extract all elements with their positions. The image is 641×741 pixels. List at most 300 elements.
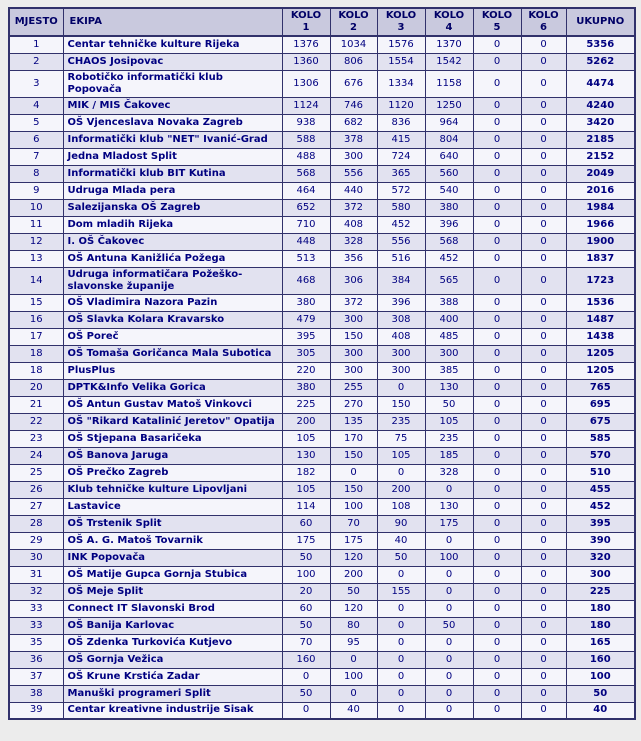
table-row [9,464,635,481]
round-2-score-cell: 0 [330,464,377,481]
rank-cell: 32 [9,583,63,600]
total-score-cell: 1966 [566,216,635,233]
round-5-score-cell: 0 [473,702,521,719]
round-1-score-cell: 1306 [282,70,330,97]
round-1-score-cell: 20 [282,583,330,600]
team-name-cell: Robotičko informatički klub Popovača [63,70,282,97]
team-name-cell: Lastavice [63,498,282,515]
rank-cell: 9 [9,182,63,199]
total-score-cell: 2049 [566,165,635,182]
table-row [9,549,635,566]
team-name-cell: OŠ Zdenka Turkovića Kutjevo [63,634,282,651]
total-score-cell: 510 [566,464,635,481]
column-header-kolo-5: KOLO 5 [473,8,521,36]
table-row [9,250,635,267]
table-row [9,515,635,532]
round-4-score-cell: 0 [425,651,473,668]
rank-cell: 37 [9,668,63,685]
team-name-cell: OŠ Antun Gustav Matoš Vinkovci [63,396,282,413]
column-header-kolo-2: KOLO 2 [330,8,377,36]
round-4-score-cell: 0 [425,532,473,549]
round-5-score-cell: 0 [473,549,521,566]
rank-cell: 13 [9,250,63,267]
round-4-score-cell: 0 [425,566,473,583]
table-row [9,233,635,250]
table-row [9,294,635,311]
round-6-score-cell: 0 [521,233,566,250]
total-score-cell: 165 [566,634,635,651]
team-name-cell: OŠ Poreč [63,328,282,345]
total-score-cell: 1205 [566,345,635,362]
round-4-score-cell: 540 [425,182,473,199]
team-name-cell: OŠ Vjenceslava Novaka Zagreb [63,114,282,131]
round-3-score-cell: 200 [377,481,425,498]
rank-cell: 14 [9,267,63,294]
round-3-score-cell: 415 [377,131,425,148]
round-6-score-cell: 0 [521,114,566,131]
team-name-cell: Dom mladih Rijeka [63,216,282,233]
round-5-score-cell: 0 [473,532,521,549]
round-4-score-cell: 50 [425,396,473,413]
total-score-cell: 1487 [566,311,635,328]
round-1-score-cell: 70 [282,634,330,651]
team-name-cell: Salezijanska OŠ Zagreb [63,199,282,216]
round-1-score-cell: 1124 [282,97,330,114]
table-row [9,617,635,634]
table-row [9,345,635,362]
round-4-score-cell: 0 [425,481,473,498]
rank-cell: 1 [9,36,63,53]
round-3-score-cell: 155 [377,583,425,600]
round-2-score-cell: 306 [330,267,377,294]
round-3-score-cell: 150 [377,396,425,413]
round-6-score-cell: 0 [521,70,566,97]
round-1-score-cell: 50 [282,549,330,566]
round-1-score-cell: 130 [282,447,330,464]
rank-cell: 15 [9,294,63,311]
column-header-ukupno: UKUPNO [566,8,635,36]
table-row [9,328,635,345]
rank-cell: 18 [9,362,63,379]
round-3-score-cell: 0 [377,617,425,634]
round-3-score-cell: 365 [377,165,425,182]
round-3-score-cell: 105 [377,447,425,464]
round-6-score-cell: 0 [521,634,566,651]
rank-cell: 6 [9,131,63,148]
table-row [9,600,635,617]
round-1-score-cell: 225 [282,396,330,413]
round-1-score-cell: 380 [282,294,330,311]
rank-cell: 26 [9,481,63,498]
round-5-score-cell: 0 [473,617,521,634]
total-score-cell: 675 [566,413,635,430]
round-3-score-cell: 836 [377,114,425,131]
round-4-score-cell: 640 [425,148,473,165]
round-2-score-cell: 440 [330,182,377,199]
round-6-score-cell: 0 [521,668,566,685]
round-5-score-cell: 0 [473,250,521,267]
team-name-cell: OŠ Prečko Zagreb [63,464,282,481]
round-5-score-cell: 0 [473,634,521,651]
round-4-score-cell: 0 [425,668,473,685]
round-5-score-cell: 0 [473,362,521,379]
team-name-cell: OŠ Trstenik Split [63,515,282,532]
round-2-score-cell: 70 [330,515,377,532]
round-5-score-cell: 0 [473,668,521,685]
team-name-cell: Udruga informatičara Požeško-slavonske županije [63,267,282,294]
total-score-cell: 180 [566,617,635,634]
round-5-score-cell: 0 [473,498,521,515]
round-3-score-cell: 0 [377,566,425,583]
rank-cell: 10 [9,199,63,216]
rank-cell: 11 [9,216,63,233]
round-2-score-cell: 676 [330,70,377,97]
round-6-score-cell: 0 [521,199,566,216]
round-5-score-cell: 0 [473,53,521,70]
round-2-score-cell: 200 [330,566,377,583]
total-score-cell: 1723 [566,267,635,294]
round-2-score-cell: 40 [330,702,377,719]
rank-cell: 25 [9,464,63,481]
rank-cell: 16 [9,311,63,328]
round-6-score-cell: 0 [521,267,566,294]
table-row [9,362,635,379]
round-5-score-cell: 0 [473,311,521,328]
round-5-score-cell: 0 [473,216,521,233]
round-2-score-cell: 95 [330,634,377,651]
round-2-score-cell: 328 [330,233,377,250]
round-4-score-cell: 50 [425,617,473,634]
table-row [9,379,635,396]
round-2-score-cell: 80 [330,617,377,634]
round-4-score-cell: 0 [425,685,473,702]
round-1-score-cell: 1376 [282,36,330,53]
round-4-score-cell: 130 [425,379,473,396]
round-3-score-cell: 0 [377,464,425,481]
round-1-score-cell: 305 [282,345,330,362]
rank-cell: 38 [9,685,63,702]
round-5-score-cell: 0 [473,114,521,131]
round-1-score-cell: 160 [282,651,330,668]
round-2-score-cell: 556 [330,165,377,182]
round-3-score-cell: 0 [377,634,425,651]
round-6-score-cell: 0 [521,294,566,311]
round-2-score-cell: 120 [330,549,377,566]
table-row [9,498,635,515]
header-row [9,8,635,36]
round-3-score-cell: 0 [377,379,425,396]
total-score-cell: 390 [566,532,635,549]
round-5-score-cell: 0 [473,165,521,182]
team-name-cell: OŠ "Rikard Katalinić Jeretov" Opatija [63,413,282,430]
round-6-score-cell: 0 [521,379,566,396]
round-5-score-cell: 0 [473,131,521,148]
round-4-score-cell: 130 [425,498,473,515]
team-name-cell: Jedna Mladost Split [63,148,282,165]
round-4-score-cell: 568 [425,233,473,250]
rank-cell: 12 [9,233,63,250]
total-score-cell: 50 [566,685,635,702]
round-2-score-cell: 255 [330,379,377,396]
rank-cell: 23 [9,430,63,447]
round-2-score-cell: 300 [330,148,377,165]
table-row [9,216,635,233]
round-1-score-cell: 448 [282,233,330,250]
column-header-kolo-6: KOLO 6 [521,8,566,36]
team-name-cell: OŠ Tomaša Goričanca Mala Subotica [63,345,282,362]
round-5-score-cell: 0 [473,267,521,294]
round-3-score-cell: 308 [377,311,425,328]
rank-cell: 33 [9,617,63,634]
round-2-score-cell: 175 [330,532,377,549]
round-2-score-cell: 682 [330,114,377,131]
round-6-score-cell: 0 [521,53,566,70]
round-5-score-cell: 0 [473,148,521,165]
total-score-cell: 4240 [566,97,635,114]
table-row [9,651,635,668]
round-6-score-cell: 0 [521,617,566,634]
team-name-cell: Informatički klub BIT Kutina [63,165,282,182]
table-row [9,311,635,328]
total-score-cell: 2152 [566,148,635,165]
round-2-score-cell: 806 [330,53,377,70]
round-3-score-cell: 0 [377,702,425,719]
table-row [9,165,635,182]
round-1-score-cell: 0 [282,668,330,685]
team-name-cell: Udruga Mlada pera [63,182,282,199]
round-3-score-cell: 580 [377,199,425,216]
round-6-score-cell: 0 [521,702,566,719]
table-row [9,70,635,97]
rank-cell: 39 [9,702,63,719]
table-row [9,668,635,685]
total-score-cell: 3420 [566,114,635,131]
round-1-score-cell: 479 [282,311,330,328]
team-name-cell: OŠ Banija Karlovac [63,617,282,634]
total-score-cell: 1837 [566,250,635,267]
round-1-score-cell: 100 [282,566,330,583]
rank-cell: 8 [9,165,63,182]
round-6-score-cell: 0 [521,345,566,362]
total-score-cell: 765 [566,379,635,396]
total-score-cell: 300 [566,566,635,583]
table-row [9,114,635,131]
round-4-score-cell: 300 [425,345,473,362]
round-6-score-cell: 0 [521,566,566,583]
round-2-score-cell: 300 [330,311,377,328]
table-row [9,634,635,651]
round-3-score-cell: 40 [377,532,425,549]
rank-cell: 7 [9,148,63,165]
round-1-score-cell: 380 [282,379,330,396]
total-score-cell: 5262 [566,53,635,70]
round-6-score-cell: 0 [521,413,566,430]
round-1-score-cell: 105 [282,481,330,498]
team-name-cell: OŠ Banova Jaruga [63,447,282,464]
round-3-score-cell: 408 [377,328,425,345]
team-name-cell: MIK / MIS Čakovec [63,97,282,114]
round-5-score-cell: 0 [473,583,521,600]
round-4-score-cell: 1542 [425,53,473,70]
round-3-score-cell: 300 [377,362,425,379]
round-3-score-cell: 50 [377,549,425,566]
table-row [9,97,635,114]
team-name-cell: I. OŠ Čakovec [63,233,282,250]
column-header-kolo-4: KOLO 4 [425,8,473,36]
round-1-score-cell: 175 [282,532,330,549]
round-3-score-cell: 1576 [377,36,425,53]
team-name-cell: Informatički klub "NET" Ivanić-Grad [63,131,282,148]
round-3-score-cell: 235 [377,413,425,430]
round-1-score-cell: 588 [282,131,330,148]
total-score-cell: 160 [566,651,635,668]
results-table [8,7,636,720]
table-row [9,532,635,549]
round-5-score-cell: 0 [473,447,521,464]
round-2-score-cell: 300 [330,345,377,362]
round-5-score-cell: 0 [473,328,521,345]
round-2-score-cell: 746 [330,97,377,114]
round-2-score-cell: 170 [330,430,377,447]
team-name-cell: OŠ Slavka Kolara Kravarsko [63,311,282,328]
rank-cell: 30 [9,549,63,566]
round-6-score-cell: 0 [521,311,566,328]
round-4-score-cell: 185 [425,447,473,464]
total-score-cell: 1438 [566,328,635,345]
column-header-mjesto: MJESTO [9,8,63,36]
round-3-score-cell: 516 [377,250,425,267]
round-6-score-cell: 0 [521,182,566,199]
round-2-score-cell: 356 [330,250,377,267]
rank-cell: 4 [9,97,63,114]
round-6-score-cell: 0 [521,532,566,549]
round-5-score-cell: 0 [473,515,521,532]
round-2-score-cell: 50 [330,583,377,600]
round-4-score-cell: 1158 [425,70,473,97]
rank-cell: 27 [9,498,63,515]
round-4-score-cell: 1250 [425,97,473,114]
round-1-score-cell: 488 [282,148,330,165]
round-6-score-cell: 0 [521,651,566,668]
round-4-score-cell: 485 [425,328,473,345]
round-3-score-cell: 300 [377,345,425,362]
round-4-score-cell: 100 [425,549,473,566]
table-row [9,396,635,413]
round-5-score-cell: 0 [473,651,521,668]
total-score-cell: 225 [566,583,635,600]
round-2-score-cell: 150 [330,447,377,464]
round-5-score-cell: 0 [473,379,521,396]
round-2-score-cell: 100 [330,498,377,515]
round-2-score-cell: 300 [330,362,377,379]
round-4-score-cell: 385 [425,362,473,379]
column-header-kolo-1: KOLO 1 [282,8,330,36]
round-5-score-cell: 0 [473,430,521,447]
round-1-score-cell: 220 [282,362,330,379]
round-3-score-cell: 452 [377,216,425,233]
round-4-score-cell: 380 [425,199,473,216]
total-score-cell: 5356 [566,36,635,53]
team-name-cell: INK Popovača [63,549,282,566]
round-1-score-cell: 513 [282,250,330,267]
round-1-score-cell: 114 [282,498,330,515]
table-row [9,685,635,702]
table-row [9,481,635,498]
round-4-score-cell: 565 [425,267,473,294]
round-5-score-cell: 0 [473,566,521,583]
round-6-score-cell: 0 [521,362,566,379]
round-6-score-cell: 0 [521,250,566,267]
round-4-score-cell: 452 [425,250,473,267]
round-3-score-cell: 0 [377,651,425,668]
round-6-score-cell: 0 [521,447,566,464]
round-2-score-cell: 1034 [330,36,377,53]
round-3-score-cell: 108 [377,498,425,515]
round-6-score-cell: 0 [521,583,566,600]
rank-cell: 28 [9,515,63,532]
round-3-score-cell: 572 [377,182,425,199]
round-4-score-cell: 328 [425,464,473,481]
round-4-score-cell: 0 [425,634,473,651]
round-4-score-cell: 804 [425,131,473,148]
team-name-cell: DPTK&Info Velika Gorica [63,379,282,396]
table-row [9,267,635,294]
rank-cell: 20 [9,379,63,396]
table-header [9,8,635,36]
team-name-cell: OŠ A. G. Matoš Tovarnik [63,532,282,549]
round-2-score-cell: 408 [330,216,377,233]
total-score-cell: 4474 [566,70,635,97]
table-row [9,702,635,719]
total-score-cell: 1984 [566,199,635,216]
rank-cell: 18 [9,345,63,362]
round-1-score-cell: 0 [282,702,330,719]
round-5-score-cell: 0 [473,396,521,413]
table-row [9,430,635,447]
round-4-score-cell: 560 [425,165,473,182]
round-4-score-cell: 0 [425,583,473,600]
table-row [9,36,635,53]
round-1-score-cell: 60 [282,600,330,617]
round-4-score-cell: 235 [425,430,473,447]
round-3-score-cell: 1554 [377,53,425,70]
round-5-score-cell: 0 [473,345,521,362]
table-row [9,199,635,216]
round-1-score-cell: 710 [282,216,330,233]
total-score-cell: 2016 [566,182,635,199]
team-name-cell: OŠ Krune Krstića Zadar [63,668,282,685]
round-6-score-cell: 0 [521,549,566,566]
column-header-kolo-3: KOLO 3 [377,8,425,36]
round-1-score-cell: 468 [282,267,330,294]
table-body [9,36,635,719]
round-2-score-cell: 150 [330,481,377,498]
round-5-score-cell: 0 [473,97,521,114]
rank-cell: 17 [9,328,63,345]
round-6-score-cell: 0 [521,498,566,515]
round-1-score-cell: 105 [282,430,330,447]
rank-cell: 31 [9,566,63,583]
round-6-score-cell: 0 [521,685,566,702]
round-3-score-cell: 1120 [377,97,425,114]
round-1-score-cell: 938 [282,114,330,131]
round-2-score-cell: 0 [330,685,377,702]
rank-cell: 3 [9,70,63,97]
rank-cell: 33 [9,600,63,617]
table-row [9,53,635,70]
round-3-score-cell: 90 [377,515,425,532]
table-row [9,447,635,464]
